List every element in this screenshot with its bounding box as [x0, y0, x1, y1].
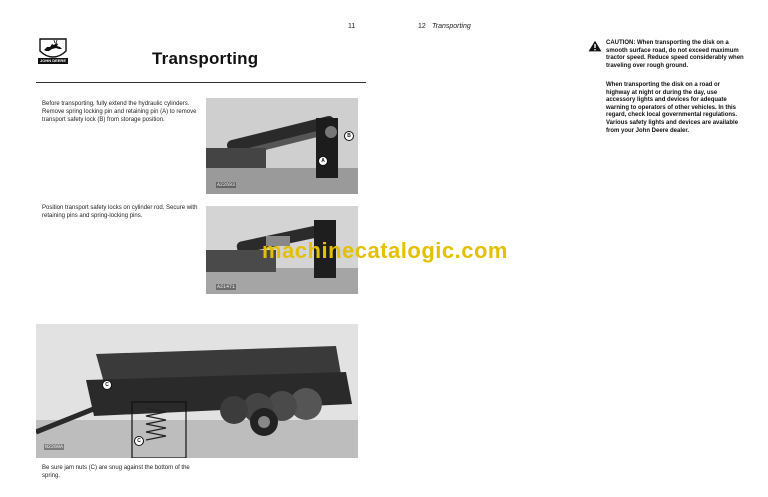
paragraph-2: Position transport safety locks on cylinder rod. Secure with retaining pins and spring-locking pins. [42, 205, 198, 219]
right-page-number: 12 [418, 23, 426, 30]
photo-3-neg-id: N2260A [45, 444, 64, 450]
running-head: Transporting [432, 23, 471, 30]
photo-hydraulic-cylinder [206, 98, 358, 194]
callout-b: B [344, 131, 354, 141]
page-title: Transporting [152, 49, 259, 68]
photo-2-neg-id: A21471 [217, 284, 236, 290]
photo-1-neg-id: A22693 [217, 182, 236, 188]
title-rule [36, 82, 366, 83]
paragraph-1: Before transporting, fully extend the hydraulic cylinders. Remove spring locking pin and retaining pin (A) to remove transport safety lock (B) from storage position. [42, 101, 197, 123]
photo-3-illustration [36, 324, 358, 458]
callout-c-top: C [102, 380, 112, 390]
left-page-number: 11 [348, 23, 356, 30]
photo-1-illustration [206, 98, 358, 194]
watermark: machinecatalogic.com [262, 238, 508, 263]
caution-paragraph-2: When transporting the disk on a road or highway at night or during the day, use accessory lights and devices for adequate warning to operators of other vehicles. In this regard, check local governmental regulations. Various safety lights and devices are available from your John Deere dealer. [606, 82, 739, 134]
john-deere-logo [38, 38, 68, 64]
callout-a: A [318, 156, 328, 166]
photo-disk-harrow [36, 324, 358, 458]
john-deere-deer-logo-icon [38, 38, 68, 58]
caution-paragraph-1: CAUTION: When transporting the disk on a smooth surface road, do not exceed maximum tractor speed. Reduce speed considerably when traveling over rough ground. [606, 40, 744, 69]
logo-text: JOHN DEERE [39, 58, 66, 63]
warning-triangle-icon [588, 40, 602, 52]
callout-c-bottom: C [134, 436, 144, 446]
paragraph-3: Be sure jam nuts (C) are snug against the bottom of the spring. [42, 465, 190, 479]
